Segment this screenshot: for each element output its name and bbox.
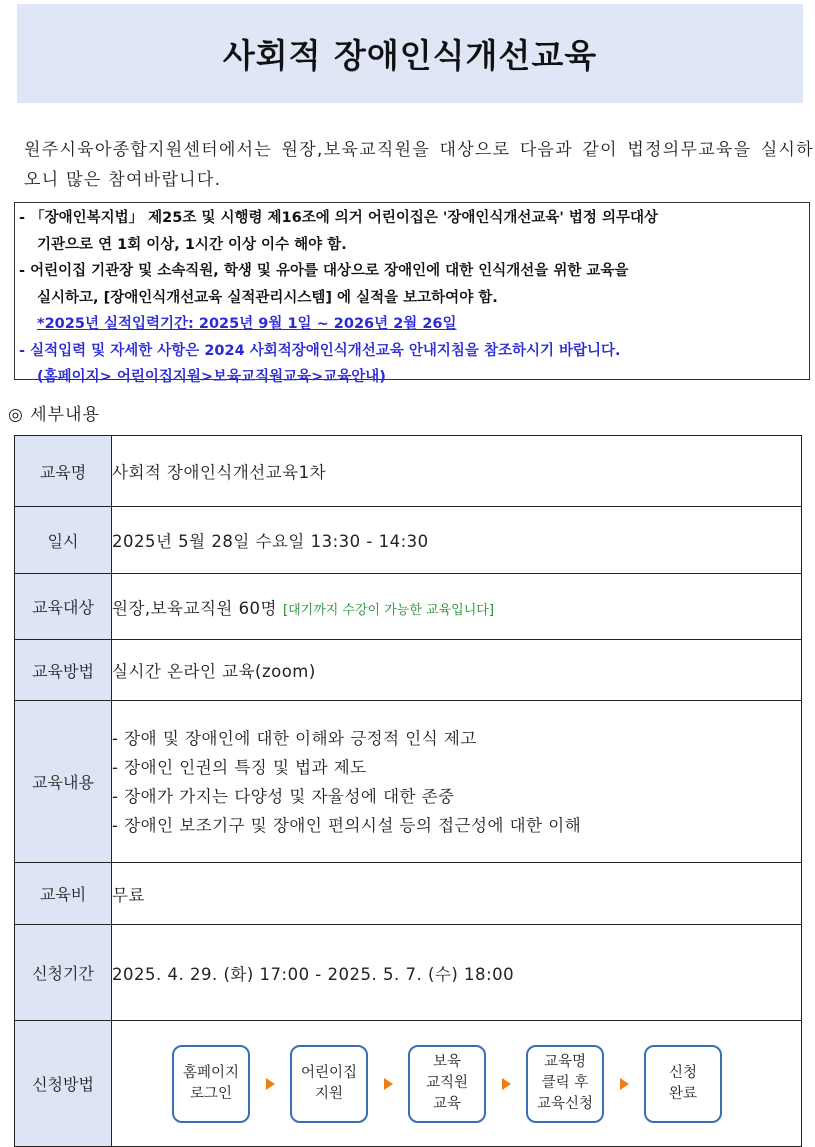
notice-line: - 실적입력 및 자세한 사항은 2024 사회적장애인식개선교육 안내지침을 참조하시기 바랍니다. — [19, 342, 621, 359]
row-label: 일시 — [15, 507, 112, 574]
row-value: 무료 — [112, 863, 802, 925]
notice-box — [14, 202, 810, 385]
detail-table — [14, 435, 802, 1147]
arrow-right-icon — [250, 1078, 290, 1090]
arrow-right-icon — [604, 1078, 644, 1090]
table-row — [15, 574, 802, 640]
notice-line: - 「장애인복지법」 제25조 및 시행령 제16조에 의거 어린이집은 '장애인식개선교육' 법정 의무대상 — [19, 210, 658, 226]
row-value: 원장,보육교직원 60명 — [112, 598, 277, 618]
row-label: 신청방법 — [15, 1021, 112, 1147]
step-box: 어린이집 지원 — [290, 1045, 368, 1123]
table-row — [15, 640, 802, 701]
row-value: 2025. 4. 29. (화) 17:00 - 2025. 5. 7. (수) 18:00 — [112, 925, 802, 1021]
waitlist-note: [대기까지 수강이 가능한 교육입니다] — [283, 602, 494, 618]
row-value: 실시간 온라인 교육(zoom) — [112, 640, 802, 701]
table-row — [15, 701, 802, 863]
row-label: 교육내용 — [15, 701, 112, 863]
section-title: ◎ 세부내용 — [8, 405, 100, 425]
steps-cell — [112, 1021, 802, 1147]
application-steps — [112, 1045, 801, 1123]
content-cell — [112, 701, 802, 863]
title-banner — [17, 4, 803, 103]
row-label: 신청기간 — [15, 925, 112, 1021]
table-row — [15, 925, 802, 1021]
notice-period-line — [19, 311, 809, 338]
row-value: 2025년 5월 28일 수요일 13:30 - 14:30 — [112, 507, 802, 574]
notice-link-path: (홈페이지> 어린이집지원>보육교직원교육>교육안내) — [37, 369, 386, 385]
row-label: 교육방법 — [15, 640, 112, 701]
content-item: - 장애가 가지는 다양성 및 자율성에 대한 존중 — [112, 786, 455, 806]
row-label: 교육비 — [15, 863, 112, 925]
step-box: 신청 완료 — [644, 1045, 722, 1123]
intro-text: 원주시육아종합지원센터에서는 원장,보육교직원을 대상으로 다음과 같이 법정의무교육을 실시하오니 많은 참여바랍니다. — [24, 140, 814, 190]
arrow-right-icon — [368, 1078, 408, 1090]
table-row — [15, 863, 802, 925]
notice-period-text: *2025년 실적입력기간: 2025년 9월 1일 ~ 2026년 2월 26일 — [37, 316, 457, 332]
notice-line: - 어린이집 기관장 및 소속직원, 학생 및 유아를 대상으로 장애인에 대한 인식개선을 위한 교육을 — [19, 263, 629, 279]
row-value: 사회적 장애인식개선교육1차 — [112, 436, 802, 507]
content-item: - 장애인 인권의 특징 및 법과 제도 — [112, 757, 367, 777]
table-row — [15, 436, 802, 507]
page-title: 사회적 장애인식개선교육 — [222, 36, 598, 75]
step-box: 보육 교직원 교육 — [408, 1045, 486, 1123]
step-box: 교육명 클릭 후 교육신청 — [526, 1045, 604, 1123]
step-box: 홈페이지 로그인 — [172, 1045, 250, 1123]
row-label: 교육대상 — [15, 574, 112, 640]
content-item: - 장애인 보조기구 및 장애인 편의시설 등의 접근성에 대한 이해 — [112, 815, 582, 835]
notice-line: 실시하고, [장애인식개선교육 실적관리시스템] 에 실적을 보고하여야 함. — [37, 289, 498, 306]
table-row — [15, 507, 802, 574]
row-label: 교육명 — [15, 436, 112, 507]
notice-line: 기관으로 연 1회 이상, 1시간 이상 이수 해야 함. — [37, 236, 347, 253]
arrow-right-icon — [486, 1078, 526, 1090]
target-cell — [112, 574, 802, 640]
table-row — [15, 1021, 802, 1147]
content-item: - 장애 및 장애인에 대한 이해와 긍정적 인식 제고 — [112, 728, 477, 748]
